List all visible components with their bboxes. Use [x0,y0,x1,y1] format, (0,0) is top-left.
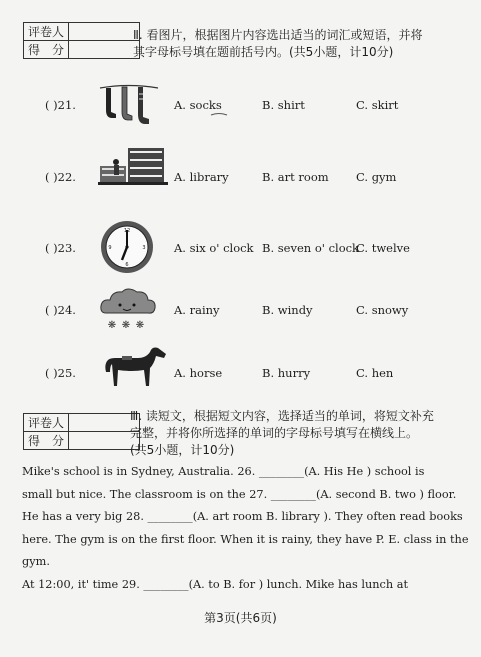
option-a: A. socks [174,98,222,112]
library-picture [98,146,168,192]
option-b: B. shirt [262,98,305,112]
option-b: B. art room [262,170,329,184]
score-cell[interactable] [69,432,140,450]
svg-text:9: 9 [108,245,112,251]
passage-line: here. The gym is on the first floor. When it is rainy, they have P. E. class in the [22,532,469,546]
option-c: C. hen [356,366,394,380]
clock-picture [98,219,156,275]
svg-text:❋: ❋ [135,320,145,331]
passage-line: gym. [22,555,50,568]
section-2-title-line2: 其字母标号填在题前括号内。(共5小题，计10分) [133,45,394,59]
option-a: A. six o' clock [174,241,254,255]
question-23 [0,228,481,301]
option-c: C. gym [356,170,397,184]
grader-label: 评卷人 [24,23,69,41]
option-c: C. snowy [356,303,409,317]
svg-text:3: 3 [142,245,146,251]
option-a: A. library [174,170,229,184]
option-b: B. seven o' clock [262,241,360,255]
option-b: B. hurry [262,366,311,380]
section-2-title [133,27,423,61]
question-24 [0,303,481,363]
question-number: ( )24. [45,303,76,317]
grader-cell[interactable] [69,23,140,41]
passage-line: small but nice. The classroom is on the 27. ________(A. second B. two ) floor. [22,487,457,501]
section-3-title-line2: 完整，并将你所选择的单词的字母标号填写在横线上。 [130,426,419,440]
svg-text:6: 6 [125,262,129,268]
option-c: C. skirt [356,98,399,112]
snowy-cloud-picture [98,285,158,333]
option-a: A. horse [174,366,223,380]
option-b: B. windy [262,303,313,317]
section-3-title-line3: (共5小题，计10分) [130,443,235,457]
section-3-title [130,408,434,459]
reading-passage [22,461,469,596]
page-footer: 第3页(共6页) [204,611,277,625]
score-table-section-2 [23,22,140,59]
horse-picture [98,342,170,394]
question-21 [0,98,481,158]
section-2-title-line1: Ⅱ. 看图片，根据图片内容选出适当的词汇或短语，并将 [133,28,423,42]
svg-text:12: 12 [123,228,131,234]
score-cell[interactable] [69,41,140,59]
question-number: ( )21. [45,98,76,112]
grader-label: 评卷人 [24,414,69,432]
passage-line: Mike's school is in Sydney, Australia. 26. ________(A. His He ) school is [22,465,425,478]
grader-cell[interactable] [69,414,140,432]
score-label: 得 分 [24,432,69,450]
passage-line: At 12:00, it' time 29. ________(A. to B. for ) lunch. Mike has lunch at [22,577,408,591]
option-a: A. rainy [174,303,220,317]
score-label: 得 分 [24,41,69,59]
passage-line: He has a very big 28. ________(A. art room B. library ). They often read books [22,510,463,523]
score-table-section-3 [23,413,140,450]
svg-text:❋: ❋ [121,320,131,331]
question-number: ( )23. [45,241,76,255]
question-number: ( )22. [45,170,76,184]
section-3-title-line1: Ⅲ. 读短文，根据短文内容，选择适当的单词，将短文补充 [130,409,434,423]
question-22 [0,170,481,230]
option-c: C. twelve [356,241,410,255]
socks-picture [98,82,160,130]
svg-text:❋: ❋ [107,320,117,331]
question-number: ( )25. [45,366,76,380]
pencil-mark [210,112,228,118]
